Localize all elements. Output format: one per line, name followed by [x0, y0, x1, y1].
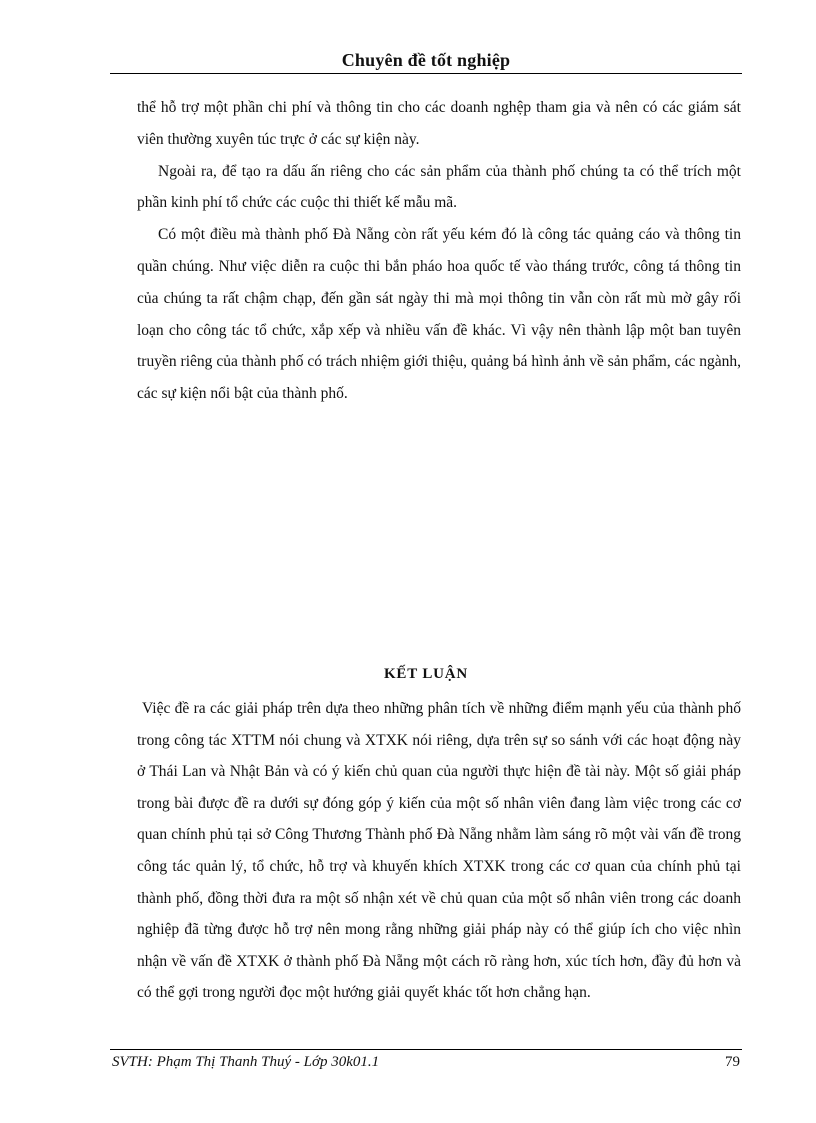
- conclusion-paragraph: Việc đề ra các giải pháp trên dựa theo những phân tích về những điểm mạnh yếu của thành phố trong công tác XTTM nói chung và XTXK nói riêng, dựa trên sự so sánh với các hoạt động này ở Thái Lan và Nhật Bản và có ý kiến chủ quan của người thực hiện đề tài này. Một số giải pháp trong bài được đề ra dưới sự đóng góp ý kiến của một số nhân viên đang làm việc trong các cơ quan chính phủ tại sở Công Thương Thành phố Đà Nẵng nhằm làm sáng rõ một vài vấn đề trong công tác quản lý, tổ chức, hỗ trợ và khuyến khích XTXK trong các cơ quan của chính phủ tại thành phố, đồng thời đưa ra một số nhận xét về chủ quan của một số nhân viên trong các doanh nghiệp đã từng được hỗ trợ nên mong rằng những giải pháp này có thể giúp ích cho việc nhìn nhận về vấn đề XTXK ở thành phố Đà Nẵng một cách rõ ràng hơn, xúc tích hơn, đầy đủ hơn và có thể gợi trong người đọc một hướng giải quyết khác tốt hơn chẳng hạn.: [137, 700, 741, 1002]
- page-header-title: Chuyên đề tốt nghiệp: [341, 50, 511, 70]
- paragraph-design-contests: Ngoài ra, để tạo ra dấu ấn riêng cho các sản phẩm của thành phố chúng ta có thể trích một phần kinh phí tổ chức các cuộc thi thiết kế mẫu mã.: [137, 162, 741, 212]
- conclusion-heading: KẾT LUẬN: [383, 666, 469, 682]
- conclusion-text-block: [137, 693, 741, 1009]
- paragraph-advertising: Có một điều mà thành phố Đà Nẵng còn rất yếu kém đó là công tác quảng cáo và thông tin quần chúng. Như việc diễn ra cuộc thi bắn pháo hoa quốc tế vào tháng trước, công tá thông tin của chúng ta rất chậm chạp, đến gần sát ngày thi mà mọi thông tin vẫn còn rất mù mờ gây rối loạn cho công tác tổ chức, xắp xếp và nhiều vấn đề khác. Vì vậy nên thành lập một ban tuyên truyền riêng của thành phố có trách nhiệm giới thiệu, quảng bá hình ảnh về sản phẩm, các ngành, các sự kiện nổi bật của thành phố.: [137, 226, 741, 403]
- page-number: 79: [725, 1054, 740, 1070]
- paragraph-continuation: thể hỗ trợ một phần chi phí và thông tin cho các doanh nghệp tham gia và nên có các giám sát viên thường xuyên túc trực ở các sự kiện này.: [137, 99, 741, 148]
- intro-text-block: [137, 92, 741, 410]
- header-divider: [110, 73, 742, 74]
- footer-author: SVTH: Phạm Thị Thanh Thuý - Lớp 30k01.1: [112, 1054, 380, 1070]
- footer-divider: [110, 1049, 742, 1050]
